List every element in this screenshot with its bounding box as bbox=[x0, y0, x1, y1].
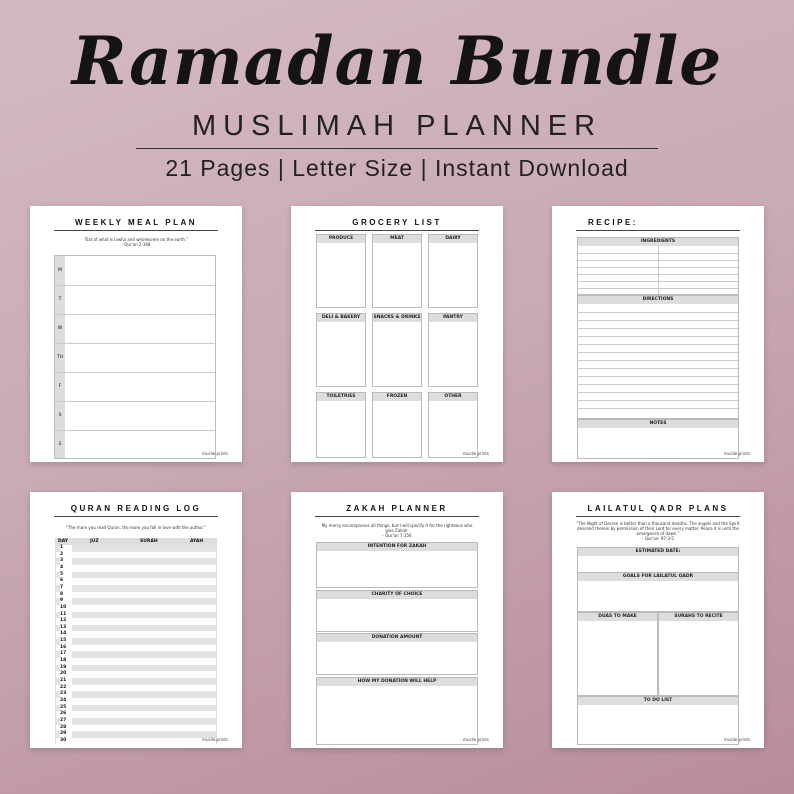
duas-box bbox=[577, 612, 658, 696]
ingredients-header: INGREDIENTS bbox=[578, 238, 738, 246]
table-row bbox=[56, 645, 216, 652]
quote: "Eat of what is lawful and wholesome on the earth." bbox=[83, 237, 189, 242]
day-number: 14 bbox=[60, 631, 72, 638]
table-row bbox=[56, 625, 216, 632]
quote-ref: - Qur'an 2:168 bbox=[121, 242, 151, 247]
day-number: 19 bbox=[60, 665, 72, 672]
directions-box bbox=[577, 295, 739, 419]
row-line bbox=[578, 320, 738, 321]
section-header: GOALS FOR LAILATUL QADR bbox=[578, 573, 738, 581]
category-box bbox=[428, 392, 478, 458]
day-number: 5 bbox=[60, 572, 72, 579]
row-line bbox=[578, 288, 738, 289]
table-row bbox=[56, 711, 216, 718]
row-line bbox=[578, 336, 738, 337]
notes-box bbox=[577, 419, 739, 459]
table-row bbox=[56, 578, 216, 585]
row-line bbox=[55, 430, 215, 431]
reading-table bbox=[55, 538, 217, 744]
day-number: 22 bbox=[60, 685, 72, 692]
day-number: 6 bbox=[60, 578, 72, 585]
title-line bbox=[315, 516, 479, 517]
category-header: DAIRY bbox=[429, 235, 477, 243]
category-header: MEAT bbox=[373, 235, 421, 243]
day-number: 15 bbox=[60, 638, 72, 645]
day-number: 8 bbox=[60, 592, 72, 599]
table-row bbox=[56, 725, 216, 732]
category-header: TOILETRIES bbox=[317, 393, 365, 401]
surahs-box bbox=[658, 612, 739, 696]
day-number: 20 bbox=[60, 671, 72, 678]
day-number: 4 bbox=[60, 565, 72, 572]
category-box bbox=[372, 313, 422, 387]
row-line bbox=[578, 384, 738, 385]
brand-footer: muslie.prints bbox=[463, 451, 489, 456]
page-title: ZAKAH PLANNER bbox=[346, 504, 448, 513]
table-row bbox=[56, 552, 216, 559]
table-row bbox=[56, 671, 216, 678]
quote-ref: - Qur'an 7:156 bbox=[382, 533, 412, 538]
day-number: 12 bbox=[60, 618, 72, 625]
quote-ref: - Qur'an: 97:3-5 bbox=[642, 536, 674, 541]
ingredients-box bbox=[577, 237, 739, 295]
row-line bbox=[578, 344, 738, 345]
day-number: 10 bbox=[60, 605, 72, 612]
page-quran-reading-log bbox=[30, 492, 242, 748]
category-header: OTHER bbox=[429, 393, 477, 401]
title-line bbox=[54, 516, 218, 517]
table-row bbox=[56, 665, 216, 672]
row-line bbox=[55, 314, 215, 315]
section-header: CHARITY OF CHOICE bbox=[317, 591, 477, 599]
category-box bbox=[316, 234, 366, 308]
section-header: INTENTION FOR ZAKAH bbox=[317, 543, 477, 551]
table-row bbox=[56, 565, 216, 572]
col-header: DAY bbox=[58, 539, 69, 544]
section-header: ESTIMATED DATE: bbox=[578, 548, 738, 556]
day-label: W bbox=[57, 326, 63, 331]
page-title: WEEKLY MEAL PLAN bbox=[74, 218, 198, 227]
row-line bbox=[578, 360, 738, 361]
page-recipe bbox=[552, 206, 764, 462]
table-row bbox=[56, 691, 216, 698]
row-line bbox=[578, 253, 738, 254]
category-header: SNACKS & DRINKS bbox=[373, 315, 421, 320]
day-number: 11 bbox=[60, 612, 72, 619]
table-row bbox=[56, 678, 216, 685]
section-box bbox=[316, 590, 478, 632]
category-header: FROZEN bbox=[373, 393, 421, 401]
category-box bbox=[372, 234, 422, 308]
row-line bbox=[578, 267, 738, 268]
page-grocery-list bbox=[291, 206, 503, 462]
row-line bbox=[578, 408, 738, 409]
page-title: RECIPE: bbox=[588, 218, 638, 227]
day-number: 1 bbox=[60, 545, 72, 552]
quote: "The Night of Decree is better than a thousand months. The angels and the Spirit descend therein by permission of their Lord for every matter. Peace it is until the emergence of dawn." bbox=[576, 521, 740, 536]
category-header: PANTRY bbox=[429, 314, 477, 322]
row-line bbox=[578, 368, 738, 369]
header-divider bbox=[136, 148, 658, 149]
product-info: 21 Pages | Letter Size | Instant Download bbox=[165, 155, 629, 181]
subtitle: MUSLIMAH PLANNER bbox=[191, 110, 603, 142]
section-header: DONATION AMOUNT bbox=[317, 634, 477, 642]
day-number: 23 bbox=[60, 691, 72, 698]
day-number: 16 bbox=[60, 645, 72, 652]
category-box bbox=[316, 313, 366, 387]
table-row bbox=[56, 545, 216, 552]
table-row bbox=[56, 592, 216, 599]
section-header: HOW MY DONATION WILL HELP bbox=[317, 678, 477, 686]
col-header: JUZ bbox=[90, 539, 99, 544]
row-line bbox=[578, 352, 738, 353]
page-lailatul-qadr-plans bbox=[552, 492, 764, 748]
day-number: 13 bbox=[60, 625, 72, 632]
table-row bbox=[56, 585, 216, 592]
day-label: F bbox=[58, 384, 62, 389]
page-weekly-meal-plan bbox=[30, 206, 242, 462]
table-row bbox=[56, 631, 216, 638]
row-line bbox=[578, 400, 738, 401]
day-number: 25 bbox=[60, 705, 72, 712]
day-number: 3 bbox=[60, 558, 72, 565]
title-line bbox=[576, 516, 740, 517]
section-box bbox=[316, 677, 478, 745]
table-row bbox=[56, 618, 216, 625]
day-number: 17 bbox=[60, 651, 72, 658]
category-header: PRODUCE bbox=[317, 235, 365, 243]
day-number: 27 bbox=[60, 718, 72, 725]
row-line bbox=[578, 328, 738, 329]
title-line bbox=[54, 230, 218, 231]
category-header: DELI & BAKERY bbox=[317, 314, 365, 322]
col-header: AYAH bbox=[190, 539, 204, 544]
row-line bbox=[578, 392, 738, 393]
todo-box bbox=[577, 696, 739, 745]
day-number: 26 bbox=[60, 711, 72, 718]
section-box bbox=[316, 542, 478, 588]
day-number: 9 bbox=[60, 598, 72, 605]
section-header: SURAHS TO RECITE bbox=[659, 613, 738, 621]
day-number: 21 bbox=[60, 678, 72, 685]
day-label: T bbox=[58, 297, 62, 302]
table-row bbox=[56, 738, 216, 745]
page-title: GROCERY LIST bbox=[352, 218, 442, 227]
table-row bbox=[56, 638, 216, 645]
col-header: SURAH bbox=[140, 539, 158, 544]
row-line bbox=[578, 274, 738, 275]
table-row bbox=[56, 698, 216, 705]
row-line bbox=[55, 401, 215, 402]
category-box bbox=[428, 234, 478, 308]
day-number: 24 bbox=[60, 698, 72, 705]
brand-footer: muslie.prints bbox=[724, 737, 750, 742]
table-row bbox=[56, 572, 216, 579]
day-number: 2 bbox=[60, 552, 72, 559]
table-row bbox=[56, 705, 216, 712]
quote: "The more you read Quran, the more you fall in love with the author." bbox=[66, 525, 206, 530]
category-box bbox=[372, 392, 422, 458]
day-label: S bbox=[58, 442, 62, 447]
table-row bbox=[56, 685, 216, 692]
table-row bbox=[56, 651, 216, 658]
meal-grid bbox=[54, 255, 216, 459]
estimated-date-box bbox=[577, 547, 739, 573]
goals-box bbox=[577, 572, 739, 612]
header bbox=[0, 0, 794, 200]
category-box bbox=[428, 313, 478, 387]
main-title: Ramadan Bundle bbox=[71, 22, 723, 100]
section-header: TO DO LIST bbox=[578, 697, 738, 705]
quote: My mercy encompasses all things, but I will specify it for the righteous who give Zakah. bbox=[321, 523, 473, 533]
day-number: 18 bbox=[60, 658, 72, 665]
title-line bbox=[315, 230, 479, 231]
brand-footer: muslie.prints bbox=[202, 737, 228, 742]
row-line bbox=[55, 285, 215, 286]
row-line bbox=[578, 312, 738, 313]
day-number: 29 bbox=[60, 731, 72, 738]
row-line bbox=[55, 343, 215, 344]
table-row bbox=[56, 718, 216, 725]
section-header: DUAS TO MAKE bbox=[578, 613, 657, 621]
day-label: M bbox=[58, 268, 62, 273]
row-line bbox=[55, 372, 215, 373]
table-row bbox=[56, 612, 216, 619]
day-number: 7 bbox=[60, 585, 72, 592]
brand-footer: muslie.prints bbox=[724, 451, 750, 456]
category-box bbox=[316, 392, 366, 458]
table-row bbox=[56, 558, 216, 565]
table-row bbox=[56, 605, 216, 612]
notes-header: NOTES bbox=[578, 420, 738, 428]
brand-footer: muslie.prints bbox=[202, 451, 228, 456]
day-label: TH bbox=[56, 355, 64, 360]
row-line bbox=[578, 281, 738, 282]
directions-header: DIRECTIONS bbox=[578, 296, 738, 304]
row-line bbox=[578, 376, 738, 377]
row-line bbox=[578, 260, 738, 261]
section-box bbox=[316, 633, 478, 675]
page-title: QURAN READING LOG bbox=[70, 504, 202, 513]
page-title: LAILATUL QADR PLANS bbox=[587, 504, 729, 513]
day-number: 30 bbox=[60, 738, 72, 745]
table-row bbox=[56, 598, 216, 605]
day-number: 28 bbox=[60, 725, 72, 732]
table-row bbox=[56, 658, 216, 665]
page-zakah-planner bbox=[291, 492, 503, 748]
brand-footer: muslie.prints bbox=[463, 737, 489, 742]
title-line bbox=[576, 230, 740, 231]
table-row bbox=[56, 731, 216, 738]
day-label: S bbox=[58, 413, 62, 418]
